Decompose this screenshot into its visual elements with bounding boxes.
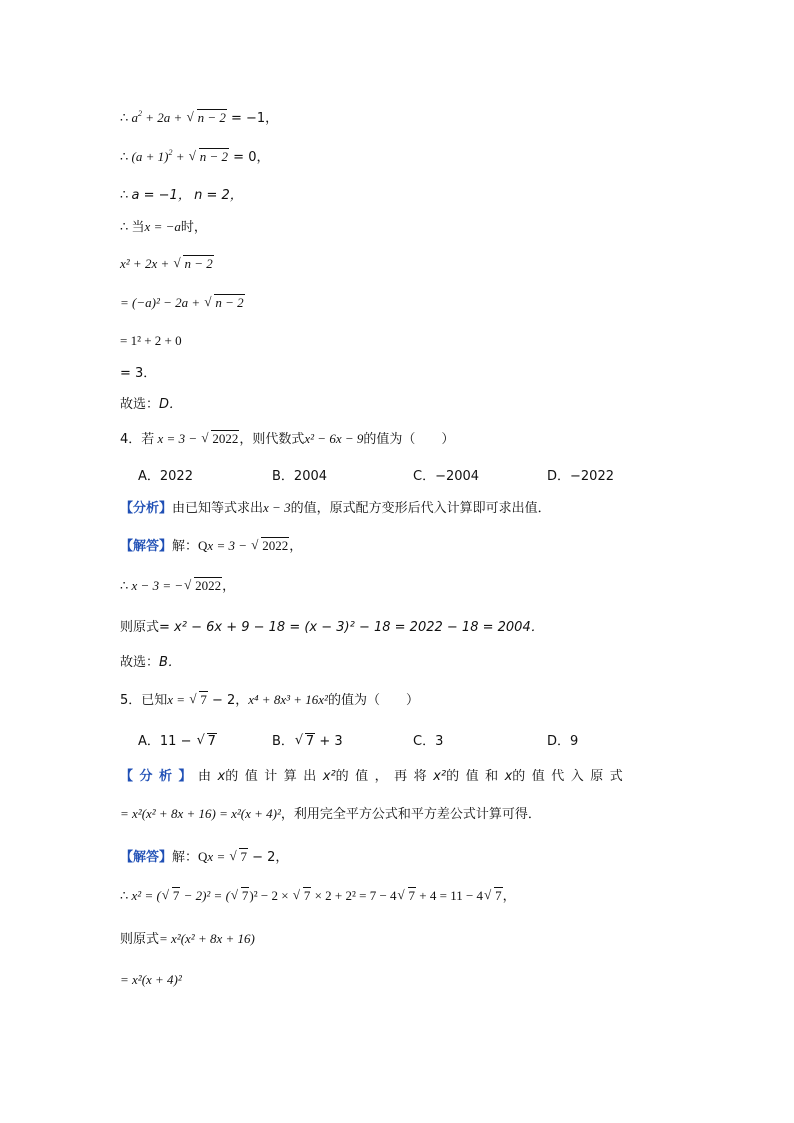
expr-equals-3: = 3． (120, 366, 157, 381)
q5-option-b: B．√ 7 + 3 (272, 732, 343, 752)
choice-label: 故选： (120, 397, 160, 412)
q4-choice: B． (159, 655, 181, 670)
q5-solution-2: ∴ x² = (√ 7 − 2)² = (√ 7)² − 2 × √ 7 × 2 + 2² = 7 − 4√ 7 + 4 = 11 − 4√ 7， (120, 886, 516, 907)
because-symbol: Q (198, 849, 208, 864)
a-value: a = −1， (131, 188, 191, 203)
step-line-1 (120, 108, 278, 129)
q4-option-c: C．−2004 (413, 469, 480, 484)
q4-solution-1 (120, 536, 302, 557)
expr-x2-2x: x² + 2x + (120, 256, 173, 271)
q4-step1-tail: ， (289, 539, 303, 554)
q4-sqrt-2022: √ 2022 (201, 429, 239, 449)
question-5 (120, 690, 419, 711)
q5-step2-sqrt-2: √ 7 (231, 886, 250, 906)
expr-1-plus-2: = 1² + 2 + 0 (120, 333, 182, 348)
q4-expr-lhs: x = 3 − (157, 431, 201, 446)
q4-step2-sqrt: √ 2022 (184, 576, 222, 596)
therefore-symbol: ∴ (120, 149, 129, 164)
q5-step1-sqrt: √ 7 (229, 847, 248, 867)
q5-solution-1: 【解答】解：Qx = √ 7 − 2， (120, 847, 288, 868)
n-value: n = 2， (194, 188, 243, 203)
q5-analysis-tag: 【分析】 (120, 769, 199, 784)
q5-solution-tag: 【解答】 (120, 850, 173, 865)
q4-step3-expr: = x² − 6x + 9 − 18 = (x − 3)² − 18 = 2022 − 18 = 2004． (159, 620, 544, 635)
q5-analysis-expr: = x²(x² + 8x + 16) = x²(x + 4)² (120, 806, 281, 821)
sqrt-n-minus-2: √ n − 2 (173, 254, 213, 274)
q5-analysis-line-1: 【分析】由x的值计算出x²的值，再将x²的值和x的值代入原式 (120, 769, 630, 784)
q5-sqrt-7: √ 7 (189, 690, 208, 710)
q5-step2-sqrt-4: √ 7 (398, 886, 417, 906)
step-line-5 (120, 254, 214, 274)
q4-option-a: A．2022 (138, 469, 193, 484)
q5-option-c: C．3 (413, 734, 444, 749)
step-line-3 (120, 185, 243, 206)
q5-option-a: A．11 − √ 7 (138, 732, 217, 752)
q4-step2-tail: ， (222, 579, 236, 594)
step-line-2 (120, 147, 269, 168)
when-prefix: 当 (131, 220, 145, 235)
therefore-symbol: ∴ (120, 578, 129, 593)
q4-analysis-tag: 【分析】 (120, 501, 173, 516)
step-line-8 (120, 363, 156, 384)
q5-analysis-line-2 (120, 804, 541, 825)
q4-step3-label: 则原式 (120, 620, 160, 635)
q5-step2-sqrt-5: √ 7 (484, 886, 503, 906)
q5-step3-expr: = x²(x² + 8x + 16) (159, 931, 255, 946)
q4-step1-sqrt: √ 2022 (251, 536, 289, 556)
therefore-symbol: ∴ (120, 219, 129, 234)
when-suffix: 时， (180, 220, 207, 235)
step-line-6 (120, 293, 245, 313)
q5-step4-expr: = x²(x + 4)² (120, 972, 182, 987)
q5-option-a-sqrt: √ 7 (197, 732, 217, 752)
q4-choice-label: 故选： (120, 655, 160, 670)
q5-step2-sqrt-3: √ 7 (293, 886, 312, 906)
q4-solution-3 (120, 617, 544, 638)
q5-option-b-sqrt: √ 7 (295, 732, 315, 752)
q5-step2-sqrt-1: √ 7 (162, 886, 181, 906)
q5-expr-lhs: x = (167, 692, 189, 707)
q5-analysis-text: ，利用完全平方公式和平方差公式计算可得． (280, 807, 541, 822)
expr-a2-2a: $a^2 + 2a$ + (131, 109, 186, 125)
q4-number: 4．若 (120, 432, 155, 447)
q4-solution-tag: 【解答】 (120, 539, 173, 554)
q4-analysis-text2: 的值，原式配方变形后代入计算即可求出值． (290, 501, 551, 516)
q5-number: 5．已知 (120, 693, 168, 708)
sqrt-n-minus-2: √ n − 2 (189, 147, 229, 167)
because-symbol: Q (198, 538, 208, 553)
q5-option-d: D．9 (547, 734, 579, 749)
q4-analysis (120, 498, 551, 519)
therefore-symbol: ∴ (120, 888, 129, 903)
q4-step2-lhs: x − 3 = − (131, 578, 184, 593)
q4-analysis-text1: 由已知等式求出 (172, 501, 264, 516)
q4-option-d: D．−2022 (547, 469, 614, 484)
q4-step1-lhs: x = 3 − (207, 538, 251, 553)
q5-expr-tail: − 2， (207, 693, 249, 708)
q5-expr: x⁴ + 8x³ + 16x² (248, 692, 328, 707)
q5-step3-label: 则原式 (120, 932, 160, 947)
sqrt-n-minus-2: √ n − 2 (187, 108, 227, 128)
q4-expr: x² − 6x − 9 (304, 431, 364, 446)
q4-analysis-expr: x − 3 (263, 500, 291, 515)
sqrt-n-minus-2: √ n − 2 (204, 293, 244, 313)
therefore-symbol: ∴ (120, 187, 129, 202)
q4-solution-label: 解： (172, 539, 199, 554)
q4-solution-2 (120, 576, 235, 597)
expr-neg-a-sq: = (−a)² − 2a + (120, 295, 204, 310)
q4-suffix: 的值为（ ） (363, 432, 455, 447)
choice-line-prev (120, 394, 182, 415)
expr-a-plus-1-sq: $(a + 1)^2$ + (131, 148, 188, 164)
expr-tail: = 0， (229, 150, 270, 165)
q4-option-b: B．2004 (272, 469, 328, 484)
q5-solution-label: 解： (172, 850, 199, 865)
question-4 (120, 429, 454, 450)
q5-suffix: 的值为（ ） (327, 693, 419, 708)
q4-mid: ，则代数式 (239, 432, 305, 447)
q5-solution-3 (120, 929, 255, 950)
step-line-7 (120, 331, 182, 351)
step-line-4 (120, 217, 207, 238)
choice-answer: D． (159, 397, 183, 412)
when-expr: x = −a (144, 219, 181, 234)
q4-choice (120, 652, 181, 673)
expr-tail: = −1， (226, 111, 279, 126)
therefore-symbol: ∴ (120, 110, 129, 125)
q5-solution-4 (120, 970, 182, 990)
